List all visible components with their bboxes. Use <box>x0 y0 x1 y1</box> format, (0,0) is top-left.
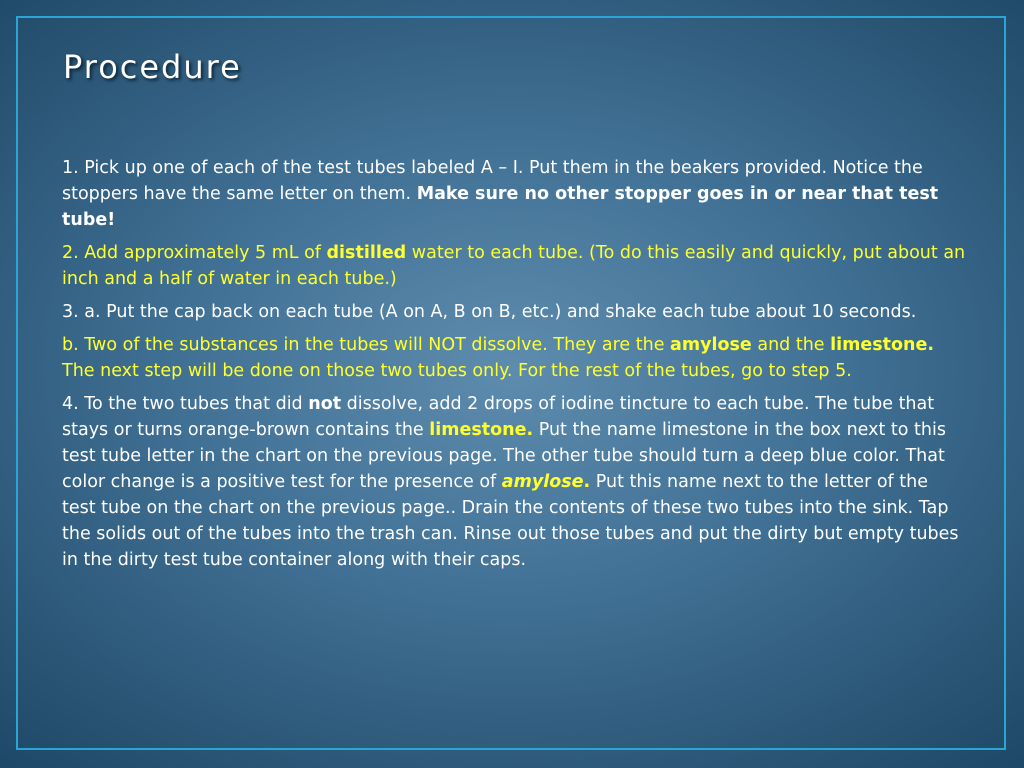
emphasis-text: distilled <box>326 243 407 263</box>
emphasis-text: . <box>583 472 591 492</box>
step-text: 1. Pick up one of each of the test tubes labeled A – I. Put them in the beakers provided. Notice the stoppers have the same letter on them. <box>62 158 923 204</box>
emphasis-text: limestone. <box>830 335 935 355</box>
step-text: The next step will be done on those two tubes only. For the rest of the tubes, go to step 5. <box>62 361 852 381</box>
emphasis-text: amylose <box>501 472 584 492</box>
procedure-step <box>62 332 967 384</box>
step-text: 4. To the two tubes that did <box>62 394 309 414</box>
slide-title: Procedure <box>63 48 242 86</box>
step-text: dissolve, add 2 drops of iodine tincture to each tube. The tube that stays or turns orange-brown contains the <box>62 394 935 440</box>
procedure-content <box>62 155 967 580</box>
step-text: Put this name next to the letter of the test tube on the chart on the previous page.. Drain the contents of these two tubes into the sink. Tap the solids out of the tubes into the trash can. Rinse out those tubes and put the dirty but empty tubes in the dirty test tube container along with their caps. <box>62 472 959 570</box>
procedure-step <box>62 240 967 292</box>
step-text: b. Two of the substances in the tubes will NOT dissolve. They are the <box>62 335 671 355</box>
procedure-step <box>62 155 967 233</box>
step-text: 3. a. Put the cap back on each tube (A on A, B on B, etc.) and shake each tube about 10 seconds. <box>62 302 917 322</box>
emphasis-text: Make sure no other stopper goes in or near that test tube! <box>62 184 939 230</box>
emphasis-text: limestone. <box>429 420 534 440</box>
step-text: 2. Add approximately 5 mL of <box>62 243 327 263</box>
step-text: and the <box>751 335 831 355</box>
step-text: Put the name limestone in the box next to this test tube letter in the chart on the previous page. The other tube should turn a deep blue color. That color change is a positive test for the presence of <box>62 420 946 492</box>
procedure-step <box>62 391 967 573</box>
emphasis-text: amylose <box>670 335 752 355</box>
step-text: water to each tube. (To do this easily and quickly, put about an inch and a half of water in each tube.) <box>62 243 966 289</box>
procedure-step <box>62 299 967 325</box>
emphasis-text: not <box>308 394 342 414</box>
